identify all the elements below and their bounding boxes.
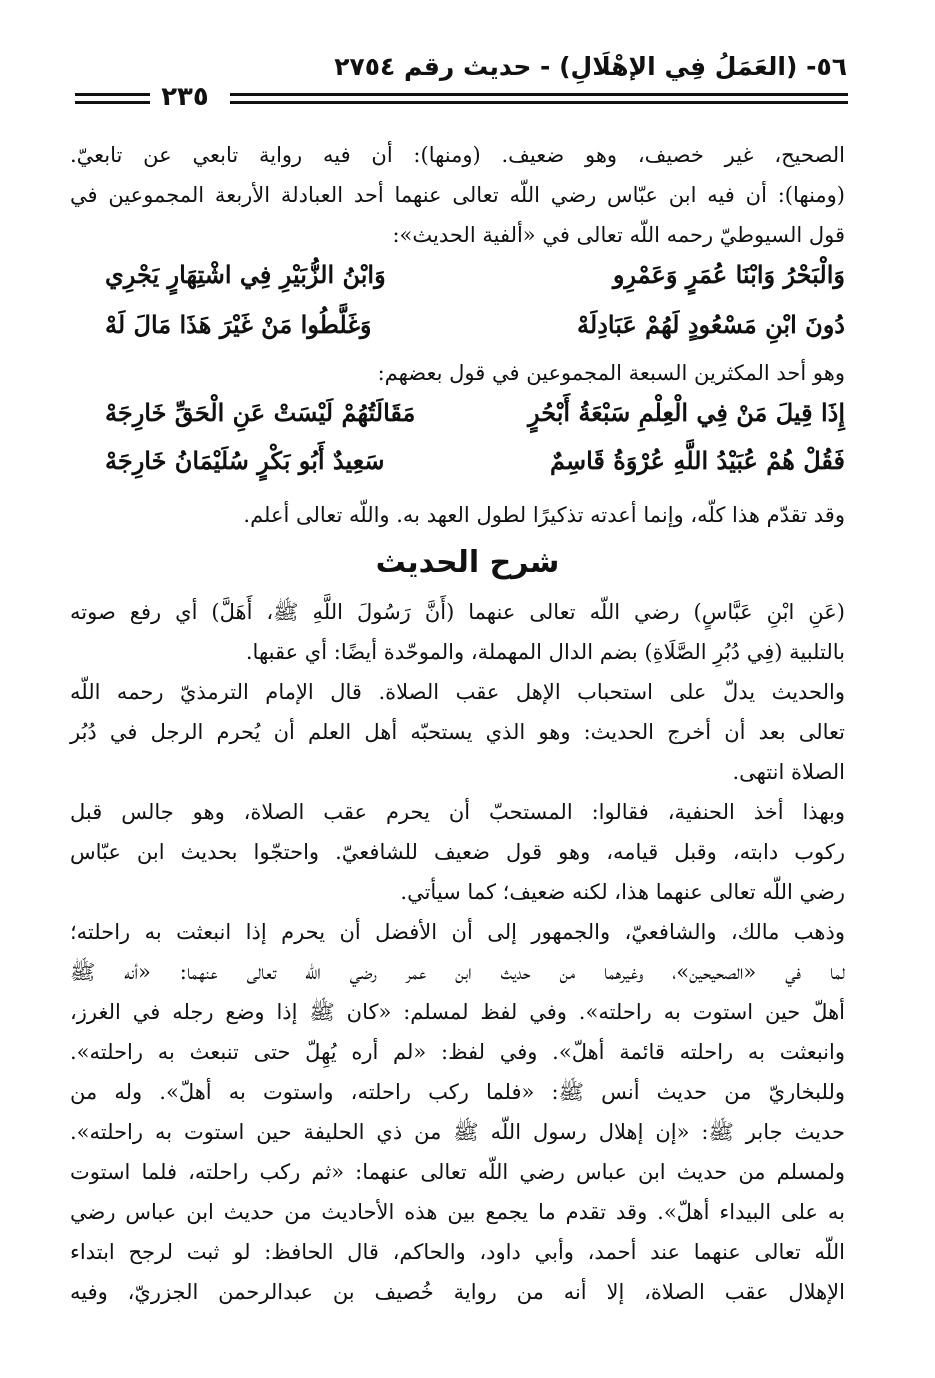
verse-hemistich: فَقُلْ هُمْ عُبَيْدُ اللَّهِ عُرْوَةُ قَاسِمٌ [550, 446, 845, 475]
text-line: أهلّ حين استوت به راحلته». وفي لفظ لمسلم: «كان ﷺ إذا وضع رجله في الغرز، [70, 1000, 845, 1024]
text-line: تعالى بعد أن أخرج الحديث: وهو الذي يستحبّه أهل العلم أن يُحرم الرجل في دُبُر [70, 720, 845, 744]
text-line: وبهذا أخذ الحنفية، فقالوا: المستحبّ أن يحرم عقب الصلاة، وهو جالس قبل [70, 800, 845, 824]
text-line: به على البيداء أهلّ». وقد تقدم ما يجمع بين هذه الأحاديث من حديث ابن عباس رضي [70, 1200, 845, 1224]
text-line: الإهلال عقب الصلاة، إلا أنه من رواية خُصيف بن عبدالرحمن الجزريّ، وفيه [70, 1280, 845, 1304]
text-line: حديث جابر ﷺ: «إن إهلال رسول اللّه ﷺ من ذي الحليفة حين استوت به راحلته». [70, 1120, 845, 1144]
text-line: والحديث يدلّ على استحباب الإهل عقب الصلاة. قال الإمام الترمذيّ رحمه اللّه [70, 680, 845, 704]
header-rule [75, 93, 150, 96]
text-line: رضي اللّه تعالى عنهما هذا، لكنه ضعيف؛ كما سيأتي. [400, 880, 845, 904]
text-line: ركوب دابته، وقبل قيامه، وهو قول ضعيف للشافعيّ. واحتجّوا بحديث ابن عبّاس [70, 840, 845, 864]
running-title: ٥٦- (العَمَلُ فِي الإهْلَالِ) - حديث رقم ٢٧٥٤ [334, 52, 847, 81]
text-line: وانبعثت به راحلته قائمة أهلّ». وفي لفظ: «لم أره يُهِلّ حتى تنبعث به راحلته». [70, 1040, 845, 1064]
text-line: وهو أحد المكثرين السبعة المجموعين في قول بعضهم: [377, 361, 845, 385]
text-line: الصلاة انتهى. [732, 760, 845, 784]
verse-hemistich: وَابْنُ الزُّبَيْرِ فِي اشْتِهَارٍ يَجْرِي [105, 260, 386, 289]
verse-hemistich: دُونَ ابْنِ مَسْعُودٍ لَهُمْ عَبَادِلَهْ [577, 310, 845, 339]
text-line: قول السيوطيّ رحمه اللّه تعالى في «ألفية الحديث»: [392, 223, 845, 247]
text-line: (ومنها): أن فيه ابن عبّاس رضي اللّه تعالى عنهما أحد العبادلة الأربعة المجموعين في [70, 183, 845, 207]
text-line: ولمسلم من حديث ابن عباس رضي اللّه تعالى عنهما: «ثم ركب راحلته، فلما استوت [70, 1160, 845, 1184]
header-rule [75, 101, 150, 104]
verse-hemistich: وَغَلَّطُوا مَنْ غَيْرَ هَذَا مَالَ لَهْ [105, 310, 372, 339]
text-line: الصحيح، غير خصيف، وهو ضعيف. (ومنها): أن فيه رواية تابعي عن تابعيّ. [70, 143, 845, 167]
verse-hemistich: إِذَا قِيلَ مَنْ فِي الْعِلْمِ سَبْعَةُ أَبْحُرٍ [527, 398, 845, 427]
verse-hemistich: سَعِيدٌ أَبُو بَكْرٍ سُلَيْمَانُ خَارِجَهْ [105, 446, 385, 475]
text-line: لما في «الصحيحين»، وغيرهما من حديث ابن عمر رضي اللّه تعالى عنهما: «أنه ﷺ [70, 960, 845, 984]
text-line: وقد تقدّم هذا كلّه، وإنما أعدته تذكيرًا لطول العهد به. واللّه تعالى أعلم. [243, 503, 845, 527]
text-line: اللّه تعالى عنهما عند أحمد، وأبي داود، والحاكم، قال الحافظ: لو ثبت لرجح ابتداء [70, 1240, 845, 1264]
header-rule [230, 93, 848, 96]
verse-hemistich: وَالْبَحْرُ وَابْنَا عُمَرٍ وَعَمْرِو [612, 260, 845, 289]
text-line: (عَنِ ابْنِ عَبَّاسٍ) رضي اللّه تعالى عنهما (أَنَّ رَسُولَ اللَّهِ ﷺ، أَهَلَّ) أي رفع صوته [70, 600, 845, 624]
page-number: ٢٣٥ [161, 82, 209, 112]
text-line: وذهب مالك، والشافعيّ، والجمهور إلى أن الأفضل أن يحرم إذا انبعثت به راحلته؛ [70, 920, 845, 944]
verse-hemistich: مَقَالَتُهُمْ لَيْسَتْ عَنِ الْحَقِّ خَارِجَهْ [105, 398, 416, 427]
header-rule [230, 101, 848, 104]
text-line: وللبخاريّ من حديث أنس ﷺ: «فلما ركب راحلته، واستوت به أهلّ». وله من [70, 1080, 845, 1104]
section-title: شرح الحديث [375, 545, 560, 580]
text-line: بالتلبية (فِي دُبُرِ الصَّلَاةِ) بضم الدال المهملة، والموحّدة أيضًا: أي عقبها. [245, 640, 845, 664]
